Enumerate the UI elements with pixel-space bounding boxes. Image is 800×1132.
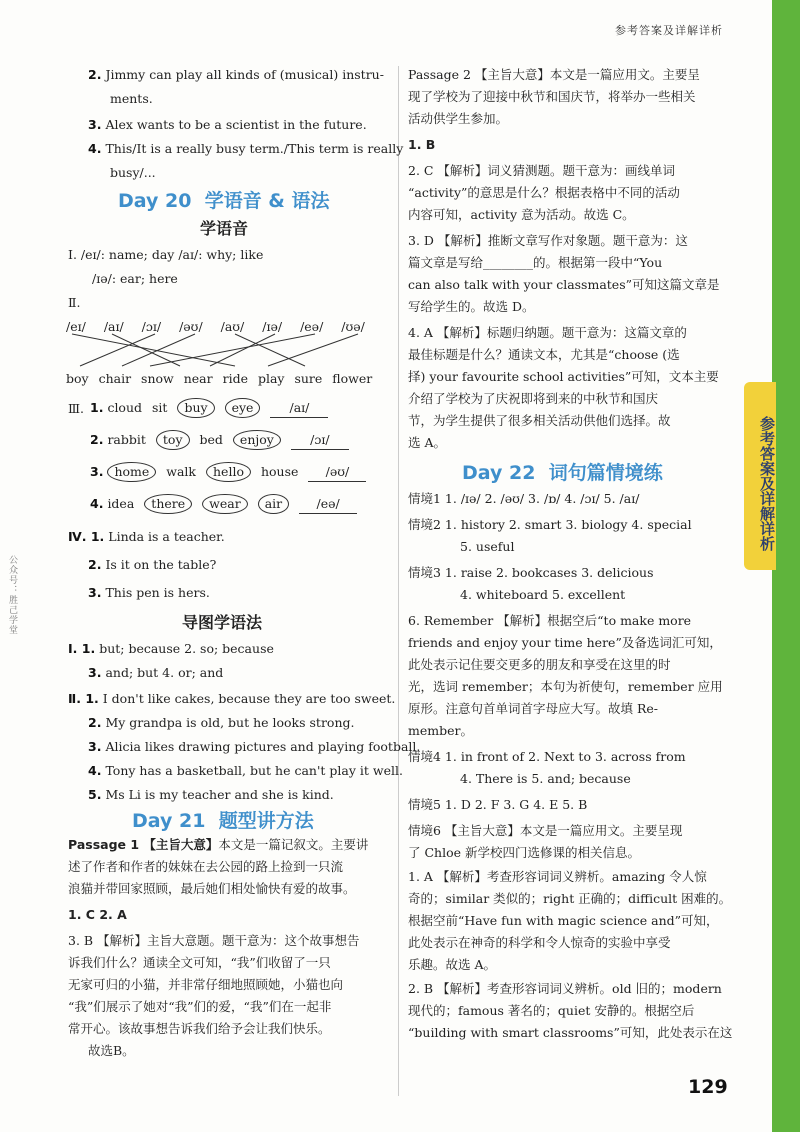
part3-word: toy [156, 430, 190, 450]
part3-word: bed [199, 432, 223, 447]
passage2-line: 活动供学生参加。 [408, 111, 509, 126]
scenario1: 情境1 1. /ɪə/ 2. /əʊ/ 3. /ɒ/ 4. /ɔɪ/ 5. /aɪ/ [408, 491, 640, 506]
part3-word: hello [206, 462, 251, 482]
q3-line: can also talk with your classmates”可知这篇文章是 [408, 277, 720, 292]
side-tab: 参考答案及详解详析 [744, 382, 776, 570]
r2-line: 2. B 【解析】考查形容词词义辨析。old 旧的；modern [408, 981, 722, 996]
grammar-line: 3. and; but 4. or; and [88, 665, 224, 680]
q6-line: 6. Remember 【解析】根据空后“to make more [408, 613, 692, 628]
grammar-line: 3. Alicia likes drawing pictures and playing football. [88, 739, 421, 754]
passage1-q3: 诉我们什么？通读全文可知，“我”们收留了一只 [68, 955, 331, 970]
side-note: 公众号：胜己学堂 [7, 555, 17, 635]
r2-line: 现代的；famous 著名的；quiet 安静的。根据空后 [408, 1003, 695, 1018]
scenario2: 5. useful [460, 539, 515, 554]
passage1-answers: 1. C 2. A [68, 907, 127, 922]
passage1-q3: 无家可归的小猫，并非常仔细地照顾她，小猫也向 [68, 977, 344, 992]
q4-line: 4. A 【解析】标题归纳题。题干意为：这篇文章的 [408, 325, 687, 340]
q6-line: member。 [408, 723, 473, 738]
q6-line: friends and enjoy your time here”及备选词汇可知， [408, 635, 722, 650]
day22-heading: Day 22 词句篇情境练 [462, 462, 663, 484]
part3-word: idea [107, 496, 135, 511]
answer-line: 3. Alex wants to be a scientist in the future. [88, 117, 367, 132]
grammar-line: Ⅰ. 1. but; because 2. so; because [68, 641, 274, 656]
q4-line: 节，为学生提供了很多相关活动供他们选择。故 [408, 413, 671, 428]
answer-line: ments. [110, 91, 153, 106]
word-row: boy chair snow near ride play sure flower [66, 371, 373, 386]
q1-answer: 1. B [408, 137, 436, 152]
q3-line: 3. D 【解析】推断文章写作对象题。题干意为：这 [408, 233, 688, 248]
page-number: 129 [688, 1076, 728, 1098]
answer-line: 2. Jimmy can play all kinds of (musical) instru- [88, 67, 384, 82]
grammar-line: 5. Ms Li is my teacher and she is kind. [88, 787, 334, 802]
part3-word: cloud [107, 400, 143, 415]
q6-line: 光，选词 remember；本句为祈使句，remember 应用 [408, 679, 723, 694]
q4-line: 介绍了学校为了庆祝即将到来的中秋节和国庆 [408, 391, 659, 406]
r1-line: 乐趣。故选 A。 [408, 957, 497, 972]
grammar-item: 3. This pen is hers. [88, 585, 210, 600]
passage1-q3: 3. B 【解析】主旨大意题。题干意为：这个故事想告 [68, 933, 360, 948]
phonics-part1b: /ɪə/: ear; here [92, 271, 178, 286]
phonics-title: 学语音 [200, 219, 249, 238]
part3-label: Ⅲ. [68, 401, 85, 416]
passage1-q3: “我”们展示了她对“我”们的爱，“我”们在一起非 [68, 999, 332, 1014]
scenario5: 情境5 1. D 2. F 3. G 4. E 5. B [408, 797, 588, 812]
passage1-line: Passage 1 【主旨大意】本文是一篇记叙文。主要讲 [68, 837, 369, 852]
part3-answer: /ɔɪ/ [291, 431, 349, 450]
q4-line: 最佳标题是什么？通读文本，尤其是“choose (选 [408, 347, 680, 362]
phonics-part1: Ⅰ. /eɪ/: name; day /aɪ/: why; like [68, 247, 264, 262]
q4-line: 择) your favourite school activities”可知，文本主要 [408, 369, 719, 384]
scenario6: 情境6 【主旨大意】本文是一篇应用文。主要呈现 [408, 823, 683, 838]
q4-line: 选 A。 [408, 435, 447, 450]
r1-line: 1. A 【解析】考查形容词词义辨析。amazing 令人惊 [408, 869, 707, 884]
r1-line: 此处表示在神奇的科学和令人惊奇的实验中享受 [408, 935, 671, 950]
phonics-part2-label: Ⅱ. [68, 295, 81, 310]
q2-line: 2. C 【解析】词义猜测题。题干意为：画线单词 [408, 163, 675, 178]
part3-row: 1. cloud sit buy eye /aɪ/ [90, 398, 328, 418]
part3-word: home [107, 462, 156, 482]
part3-word: buy [177, 398, 214, 418]
r2-line: “building with smart classrooms”可知，此处表示在这 [408, 1025, 733, 1040]
part3-answer: /aɪ/ [270, 399, 328, 418]
part3-word: rabbit [107, 432, 146, 447]
passage1-q3: 常开心。该故事想告诉我们给予会让我们快乐。 [68, 1021, 331, 1036]
part3-word: house [260, 464, 299, 479]
part3-answer: /əʊ/ [308, 463, 366, 482]
scenario4: 情境4 1. in front of 2. Next to 3. across from [408, 749, 686, 764]
day20-heading: Day 20 学语音 & 语法 [118, 190, 330, 212]
q3-line: 篇文章是写给________的。根据第一段中“You [408, 255, 663, 270]
r1-line: 根据空前“Have fun with magic science and”可知， [408, 913, 719, 928]
scenario6: 了 Chloe 新学校四门选修课的相关信息。 [408, 845, 640, 860]
sound-row: /eɪ/ /aɪ/ /ɔɪ/ /əʊ/ /aʊ/ /ɪə/ /eə/ /ʊə/ [66, 319, 365, 334]
part3-word: walk [166, 464, 196, 479]
grammar-line: Ⅱ. 1. I don't like cakes, because they are too sweet. [68, 691, 396, 706]
r1-line: 奇的；similar 类似的；right 正确的；difficult 困难的。 [408, 891, 732, 906]
part3-word: wear [202, 494, 248, 514]
grammar-line: 2. My grandpa is old, but he looks strong. [88, 715, 355, 730]
part3-row: 2. rabbit toy bed enjoy /ɔɪ/ [90, 430, 349, 450]
grammar-line: 4. Tony has a basketball, but he can't play it well. [88, 763, 403, 778]
part3-word: air [258, 494, 289, 514]
part3-word: sit [152, 400, 168, 415]
scenario4: 4. There is 5. and; because [460, 771, 631, 786]
grammar-item: Ⅳ. 1. Linda is a teacher. [68, 529, 225, 544]
answer-line: busy/... [110, 165, 156, 180]
part3-word: enjoy [233, 430, 281, 450]
scenario2: 情境2 1. history 2. smart 3. biology 4. special [408, 517, 692, 532]
passage2-line: Passage 2 【主旨大意】本文是一篇应用文。主要呈 [408, 67, 700, 82]
column-divider [398, 66, 399, 1096]
q6-line: 此处表示记住要交更多的朋友和享受在这里的时 [408, 657, 671, 672]
grammar-item: 2. Is it on the table? [88, 557, 217, 572]
q3-line: 写给学生的。故选 D。 [408, 299, 535, 314]
grammar-title: 导图学语法 [182, 613, 263, 632]
green-border [772, 0, 800, 1132]
q2-line: “activity”的意思是什么？根据表格中不同的活动 [408, 185, 680, 200]
answer-line: 4. This/It is a really busy term./This term is really [88, 141, 404, 156]
scenario3: 情境3 1. raise 2. bookcases 3. delicious [408, 565, 654, 580]
page-header: 参考答案及详解详析 [615, 24, 723, 37]
part3-row: 4. idea there wear air /eə/ [90, 494, 357, 514]
part3-answer: /eə/ [299, 495, 357, 514]
q6-line: 原形。注意句首单词首字母应大写。故填 Re- [408, 701, 659, 716]
passage1-q3: 故选B。 [88, 1043, 135, 1058]
part3-word: eye [225, 398, 261, 418]
passage1-line: 浪猫并带回家照顾，最后她们相处愉快有爱的故事。 [68, 881, 356, 896]
part3-row: 3. home walk hello house /əʊ/ [90, 462, 366, 482]
part3-word: there [144, 494, 192, 514]
passage2-line: 现了学校为了迎接中秋节和国庆节，将举办一些相关 [408, 89, 696, 104]
scenario3: 4. whiteboard 5. excellent [460, 587, 626, 602]
day21-heading: Day 21 题型讲方法 [132, 810, 314, 832]
passage1-line: 述了作者和作者的妹妹在去公园的路上捡到一只流 [68, 859, 344, 874]
q2-line: 内容可知，activity 意为活动。故选 C。 [408, 207, 635, 222]
matching-lines [60, 332, 380, 370]
